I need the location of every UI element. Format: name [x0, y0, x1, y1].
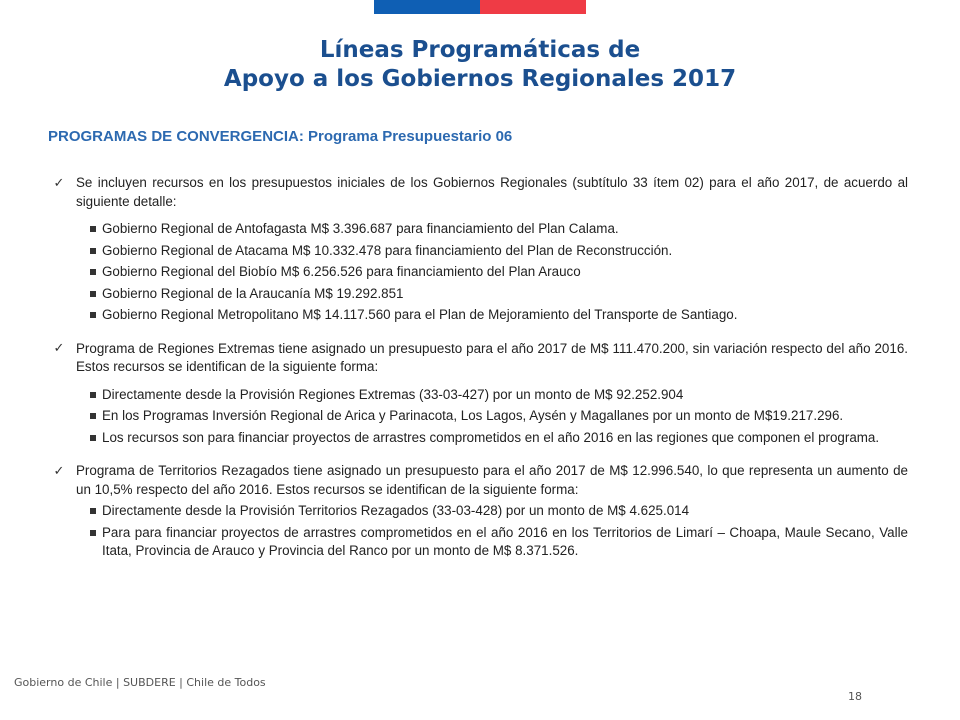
title-line-1: Líneas Programáticas de: [319, 37, 641, 63]
section-subtitle: PROGRAMAS DE CONVERGENCIA: Programa Presupuestario 06: [48, 128, 513, 145]
sub-item-text: Gobierno Regional del Biobío M$ 6.256.526 para financiamiento del Plan Arauco: [102, 264, 581, 279]
checkmark-icon: ✓: [53, 462, 65, 478]
checkmark-icon: ✓: [53, 340, 65, 356]
square-bullet-icon: [90, 291, 96, 297]
sub-item-text: En los Programas Inversión Regional de Arica y Parinacota, Los Lagos, Aysén y Magallanes por un monto de M$19.217.296.: [102, 408, 844, 423]
sub-item-text: Directamente desde la Provisión Territorios Rezagados (33-03-428) por un monto de M$ 4.625.014: [102, 503, 690, 518]
sub-item: [52, 306, 908, 325]
sub-item: [52, 429, 908, 448]
page-number: 18: [848, 690, 862, 703]
footer-text: Gobierno de Chile | SUBDERE | Chile de Todos: [14, 676, 266, 689]
item-text: Programa de Regiones Extremas tiene asignado un presupuesto para el año 2017 de M$ 111.470.200, sin variación respecto del año 2016. Estos recursos se identifican de la siguiente forma:: [76, 340, 908, 374]
list-item-1: [52, 174, 908, 211]
sub-item: [52, 263, 908, 282]
square-bullet-icon: [90, 530, 96, 536]
sub-item: [52, 502, 908, 521]
sublist-1: [52, 220, 908, 325]
flag-red-stripe: [480, 0, 586, 14]
sub-item-text: Gobierno Regional de la Araucanía M$ 19.292.851: [102, 285, 404, 301]
sub-item: [52, 524, 908, 561]
sub-item-text: Directamente desde la Provisión Regiones Extremas (33-03-427) por un monto de M$ 92.252.904: [102, 386, 684, 402]
sub-item-text: Gobierno Regional de Atacama M$ 10.332.478 para financiamiento del Plan de Reconstrucción.: [102, 242, 673, 258]
sub-item-text: Para para financiar proyectos de arrastres comprometidos en el año 2016 en los Territorios de Limarí – Choapa, Maule Secano, Valle Itata, Provincia de Arauco y Provincia del Ranco por un monto de M$ 8.371.526.: [102, 524, 908, 558]
sub-item-text: Gobierno Regional Metropolitano M$ 14.117.560 para el Plan de Mejoramiento del Transporte de Santiago.: [102, 307, 738, 322]
sublist-3: [52, 502, 908, 561]
title-line-2: Apoyo a los Gobiernos Regionales 2017: [223, 66, 737, 92]
sub-item-text: Gobierno Regional de Antofagasta M$ 3.396.687 para financiamiento del Plan Calama.: [102, 221, 619, 236]
square-bullet-icon: [90, 435, 96, 441]
square-bullet-icon: [90, 226, 96, 232]
square-bullet-icon: [90, 392, 96, 398]
sub-item: [52, 285, 908, 304]
sub-item: [52, 386, 908, 405]
sub-item: [52, 220, 908, 239]
sub-item: [52, 407, 908, 426]
item-text: Programa de Territorios Rezagados tiene asignado un presupuesto para el año 2017 de M$ 12.996.540, lo que representa un aumento de un 10,5% respecto del año 2016. Estos recursos se identifican de la siguiente forma:: [76, 463, 908, 497]
square-bullet-icon: [90, 413, 96, 419]
sub-item-text: Los recursos son para financiar proyectos de arrastres comprometidos en el año 2016 en las regiones que componen el programa.: [102, 429, 880, 445]
square-bullet-icon: [90, 508, 96, 514]
square-bullet-icon: [90, 312, 96, 318]
content-body: [52, 174, 908, 564]
page-title: [0, 36, 960, 94]
sub-item: [52, 242, 908, 261]
item-text: Se incluyen recursos en los presupuestos iniciales de los Gobiernos Regionales (subtítulo 33 ítem 02) para el año 2017, de acuerdo al siguiente detalle:: [76, 175, 908, 209]
list-item-3: [52, 462, 908, 499]
list-item-2: [52, 340, 908, 377]
flag-blue-stripe: [374, 0, 480, 14]
square-bullet-icon: [90, 269, 96, 275]
square-bullet-icon: [90, 248, 96, 254]
checkmark-icon: ✓: [53, 174, 65, 190]
sublist-2: [52, 386, 908, 448]
